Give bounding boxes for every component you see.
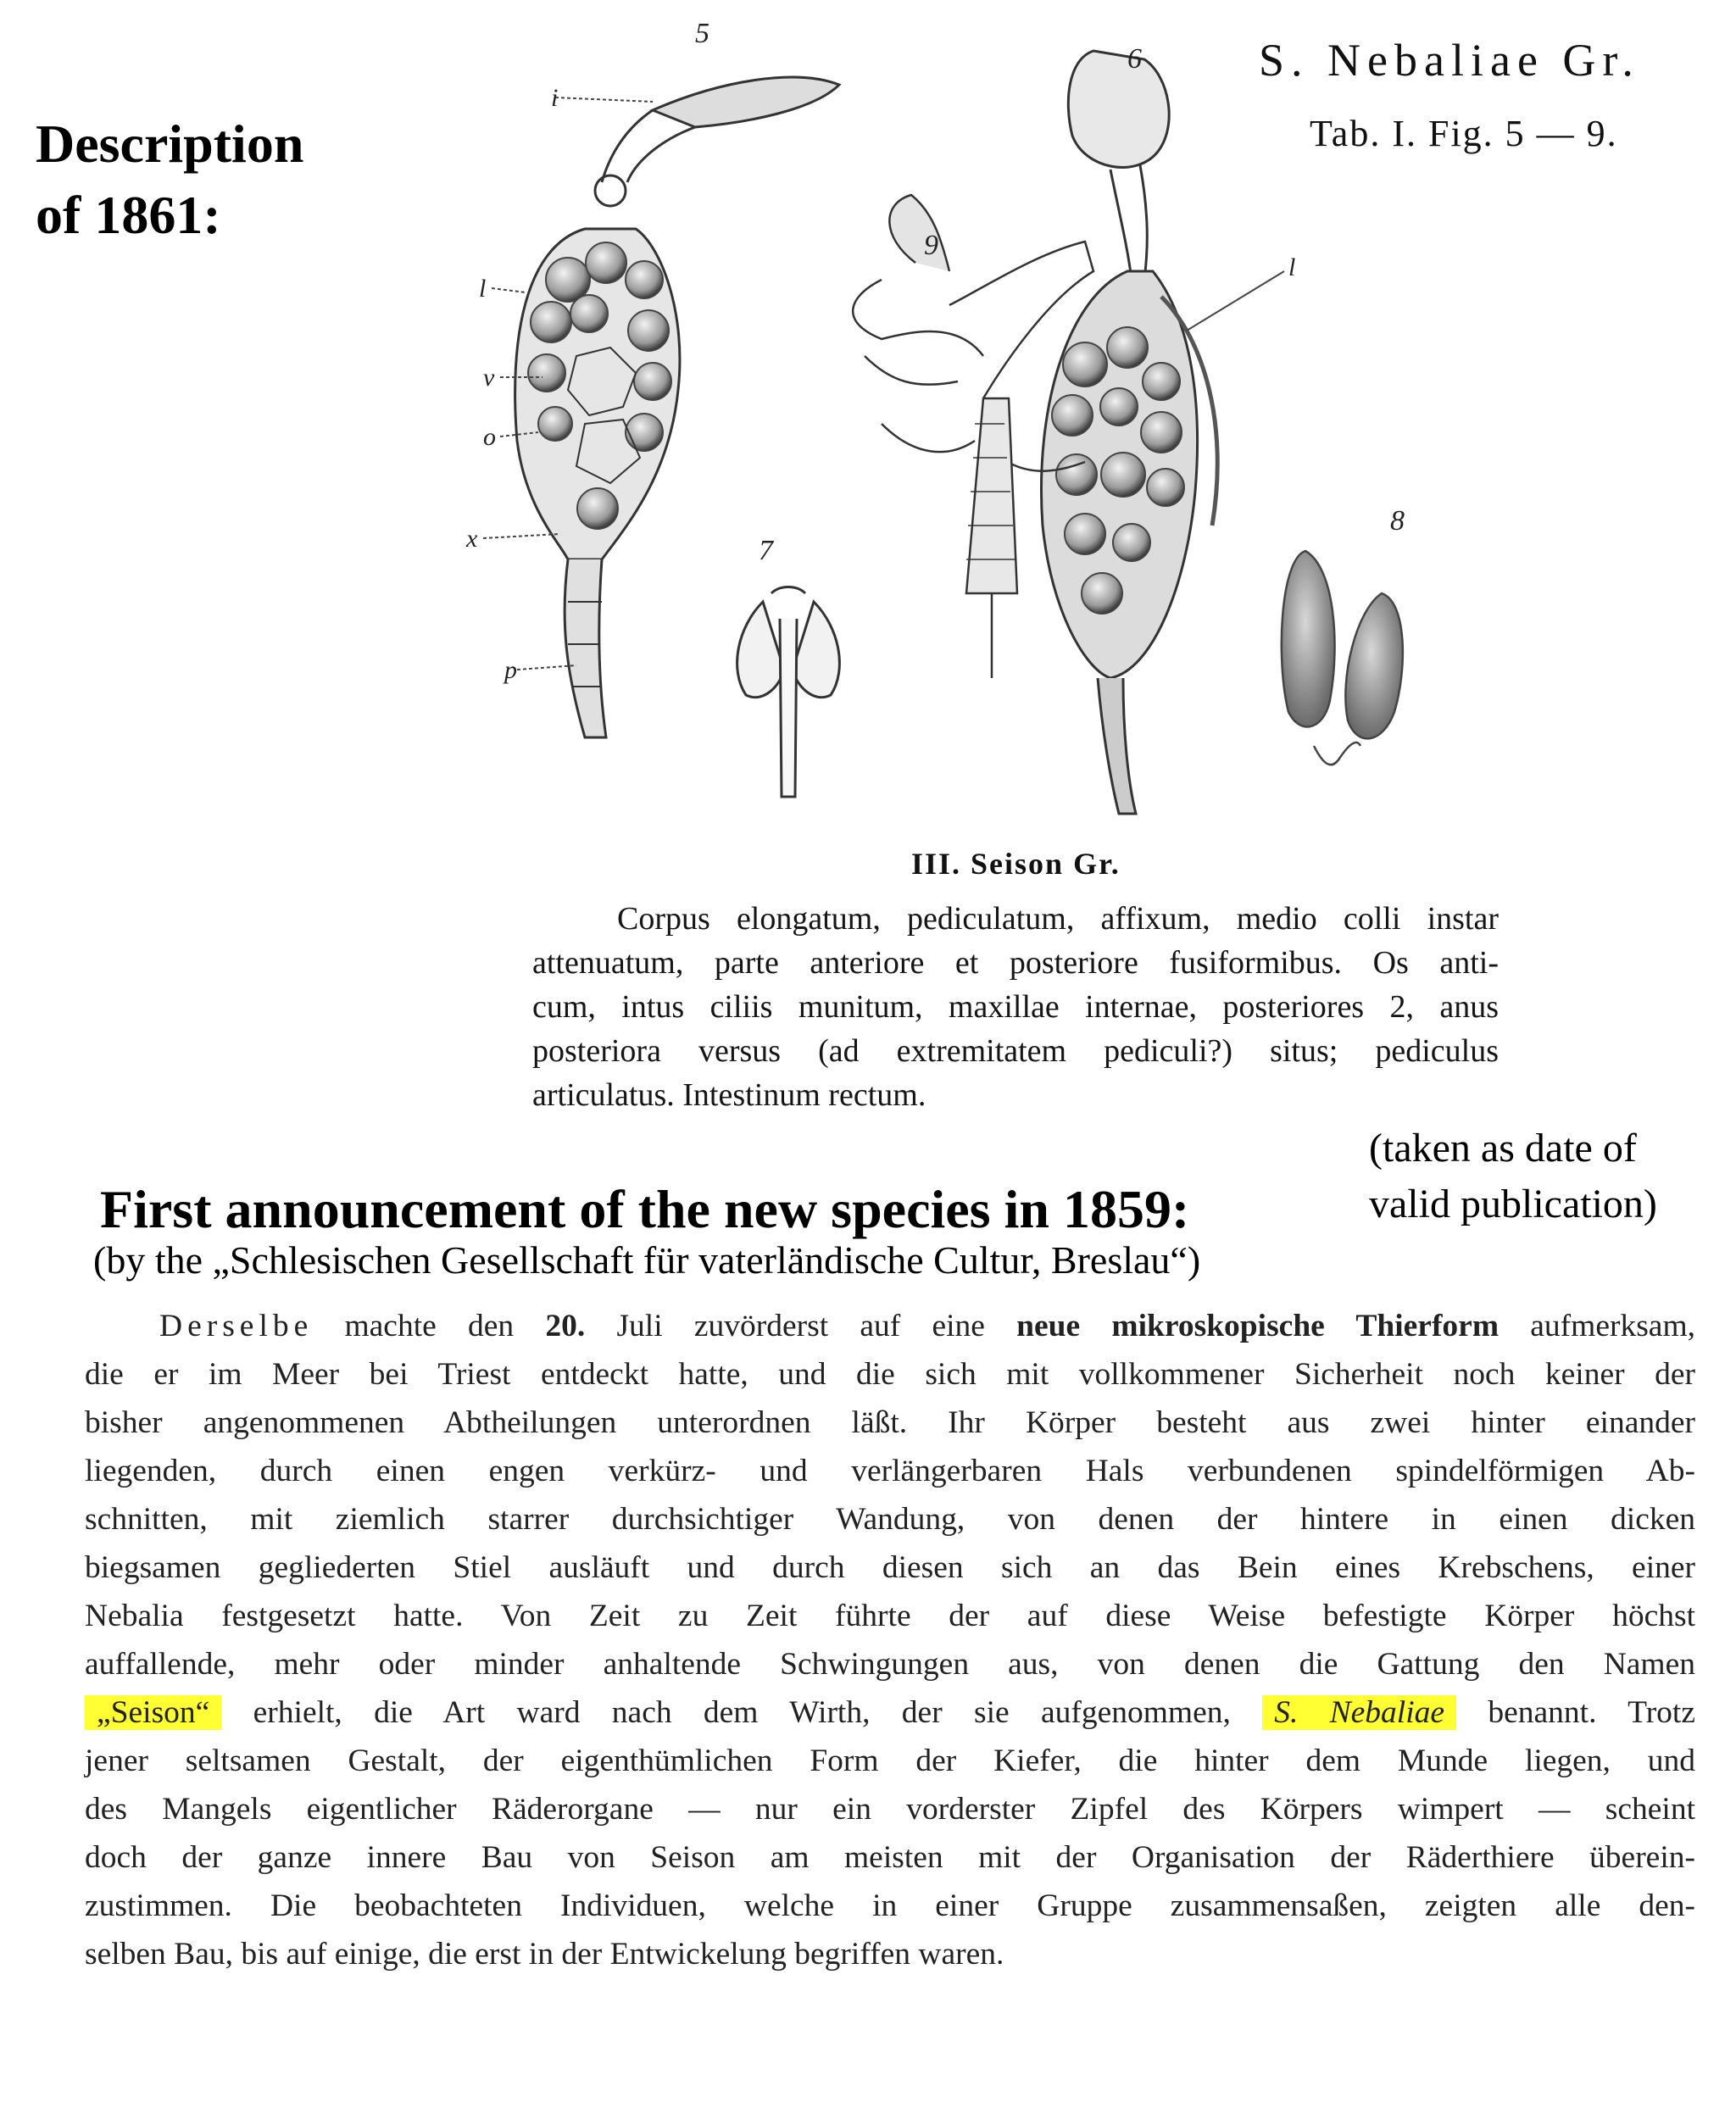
announcement-line: bisher angenommenen Abtheilungen unterordnen läßt. Ihr Körper besteht aus zwei hinter einander (85, 1405, 1695, 1440)
part-label-l-fig6: l (1288, 253, 1296, 281)
part-label-i: i (551, 84, 559, 112)
note-valid-publication: (taken as date of valid publication) (1369, 1126, 1657, 1226)
diagnosis-line: Corpus elongatum, pediculatum, affixum, medio colli instar (617, 901, 1499, 937)
plate-reference: Tab. I. Fig. 5 — 9. (1310, 113, 1618, 154)
announcement-line: selben Bau, bis auf einige, die erst in der Entwickelung begriffen waren. (85, 1937, 1004, 1972)
part-label-o: o (483, 423, 496, 451)
part-label-l: l (479, 275, 487, 303)
heading-description-1861: Description of 1861: (36, 114, 304, 245)
figure-6-drawing (1041, 51, 1217, 814)
subheading-society: (by the „Schlesischen Gesellschaft für vaterländische Cultur, Breslau“) (93, 1238, 1201, 1282)
plate-title: S. Nebaliae Gr. (1259, 35, 1640, 86)
announcement-line: doch der ganze innere Bau von Seison am meisten mit der Organisation der Räderthiere überein- (85, 1840, 1695, 1875)
announcement-line: Nebalia festgesetzt hatte. Von Zeit zu Zeit führte der auf diese Weise befestigte Körper höchst (85, 1599, 1695, 1633)
figure-number-6: 6 (1127, 43, 1142, 75)
announcement-line: liegenden, durch einen engen verkürz- und verlängerbaren Hals verbundenen spindelförmigen Ab- (85, 1454, 1695, 1488)
text-segment: machte den (313, 1309, 546, 1343)
announcement-text (85, 1302, 1695, 1978)
part-label-x: x (466, 525, 478, 553)
illustration-plate (441, 0, 1475, 831)
highlight-seison: „Seison“ (85, 1695, 221, 1730)
announcement-line: die er im Meer bei Triest entdeckt hatte, und die sich mit vollkommener Sicherheit noch keiner der (85, 1357, 1695, 1392)
announcement-line: schnitten, mit ziemlich starrer durchsichtiger Wandung, von denen der hintere in einen dicken (85, 1502, 1695, 1537)
figure-number-7: 7 (759, 535, 773, 566)
announcement-line: zustimmen. Die beobachteten Individuen, welche in einer Gruppe zusammensaßen, zeigten alle den- (85, 1888, 1695, 1923)
announcement-line (85, 1302, 1695, 1350)
diagnosis-line: attenuatum, parte anteriore et posteriore fusiformibus. Os anti- (532, 945, 1499, 981)
figure-number-5: 5 (695, 18, 709, 49)
text-segment: aufmerksam, (1499, 1309, 1695, 1343)
figure-number-8: 8 (1390, 505, 1405, 537)
emphasis-new-form: neue mikroskopische Thierform (1016, 1309, 1500, 1343)
diagnosis-line: articulatus. Intestinum rectum. (532, 1077, 926, 1113)
part-label-p: p (504, 656, 517, 684)
announcement-line: jener seltsamen Gestalt, der eigenthümlichen Form der Kiefer, die hinter dem Munde liegen, und (85, 1744, 1695, 1778)
latin-diagnosis (532, 897, 1499, 1117)
announcement-line: auffallende, mehr oder minder anhaltende Schwingungen aus, von denen die Gattung den Namen (85, 1647, 1695, 1682)
part-label-v: v (483, 364, 495, 392)
highlight-s-nebaliae: S. Nebaliae (1262, 1695, 1456, 1730)
figure-7-drawing (737, 587, 840, 798)
diagnosis-line: cum, intus ciliis munitum, maxillae internae, posteriores 2, anus (532, 989, 1499, 1025)
date-text: 20. (545, 1309, 586, 1343)
heading-announcement-1859: First announcement of the new species in 1859: (100, 1179, 1190, 1239)
derselbe-word: Derselbe (159, 1309, 314, 1343)
text-segment: benannt. Trotz (1456, 1695, 1695, 1730)
figure-6-leader-lines (1187, 271, 1284, 331)
figure-number-9: 9 (924, 230, 938, 261)
announcement-line: des Mangels eigentlicher Räderorgane — nur ein vorderster Zipfel des Körpers wimpert — scheint (85, 1792, 1695, 1827)
diagnosis-heading: III. Seison Gr. (911, 847, 1121, 881)
announcement-line (85, 1688, 1695, 1737)
text-segment: Juli zuvörderst auf eine (585, 1309, 1017, 1343)
announcement-line: biegsamen gegliederten Stiel ausläuft und durch diesen sich an das Bein eines Krebschens, einer (85, 1550, 1695, 1585)
text-segment: erhielt, die Art ward nach dem Wirth, der sie aufgenommen, (221, 1695, 1263, 1730)
figure-8-drawing (1282, 551, 1403, 765)
diagnosis-line: posteriora versus (ad extremitatem pediculi?) situs; pediculus (532, 1033, 1499, 1069)
